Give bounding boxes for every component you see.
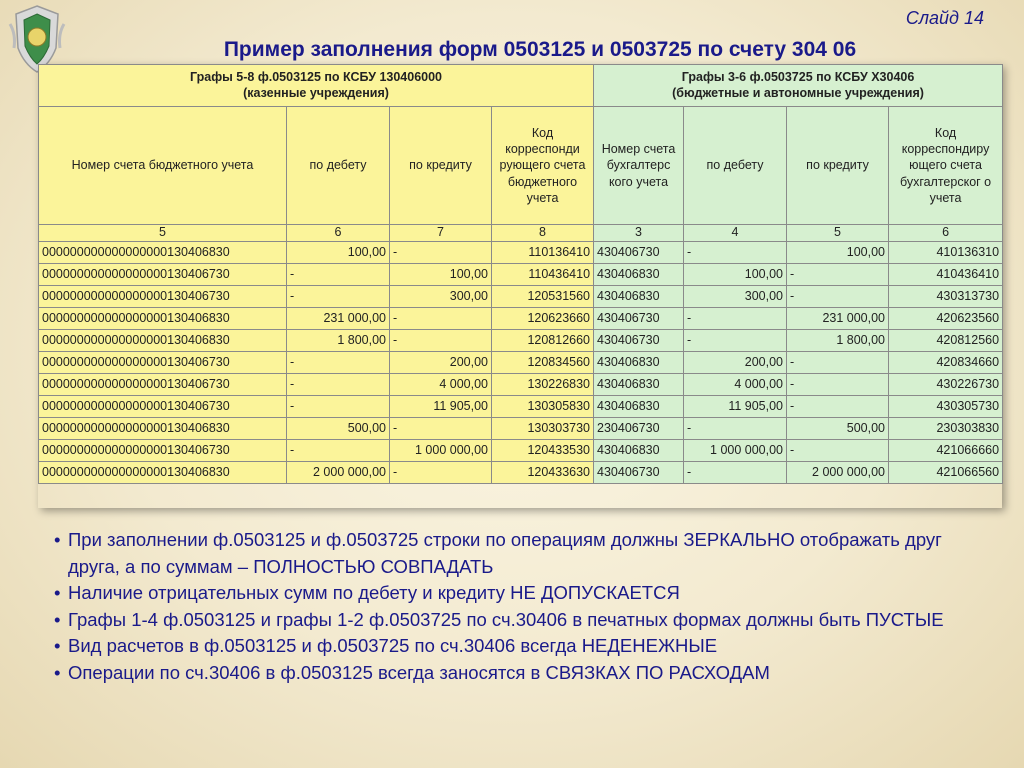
table-cell: - [684,462,787,484]
table-cell: - [787,352,889,374]
col-number: 6 [287,225,390,242]
table-cell: 000000000000000000130406830 [39,462,287,484]
bullet-dot-icon: • [54,635,61,656]
table-cell: 000000000000000000130406730 [39,374,287,396]
table-cell: 410436410 [889,264,1003,286]
table-cell: 000000000000000000130406730 [39,352,287,374]
table-cell: 2 000 000,00 [287,462,390,484]
table-cell: 000000000000000000130406730 [39,286,287,308]
table-cell: 230303830 [889,418,1003,440]
bullet-text: Операции по сч.30406 в ф.0503125 всегда заносятся в СВЯЗКАХ ПО РАСХОДАМ [68,661,770,683]
table-cell: - [787,374,889,396]
table-cell: - [287,440,390,462]
table-cell: 300,00 [684,286,787,308]
table-cell: 4 000,00 [390,374,492,396]
table-cell: 430305730 [889,396,1003,418]
table-cell: 120433630 [492,462,594,484]
table-cell: 430406830 [594,396,684,418]
table-cell: 230406730 [594,418,684,440]
table-row [39,242,1003,264]
table-row [39,264,1003,286]
table-cell: - [287,374,390,396]
table-cell: 200,00 [390,352,492,374]
table-cell: 120531560 [492,286,594,308]
slide-number: Слайд 14 [905,8,984,28]
table-cell: 430406730 [594,462,684,484]
table-cell: 4 000,00 [684,374,787,396]
table-cell: 1 000 000,00 [684,440,787,462]
table-cell: 500,00 [287,418,390,440]
table-cell: - [287,264,390,286]
table-row [39,352,1003,374]
table-cell: 000000000000000000130406830 [39,242,287,264]
col-header-account: Номер счета бюджетного учета [39,107,287,225]
table-cell: - [684,330,787,352]
bullet-dot-icon: • [54,529,61,550]
table-cell: - [684,418,787,440]
col-number: 4 [684,225,787,242]
bullet-item [54,527,994,580]
table-cell: 000000000000000000130406730 [39,440,287,462]
bullet-text: Графы 1-4 ф.0503125 и графы 1-2 ф.0503725 по сч.30406 в печатных формах должны быть ПУСТЫЕ [68,608,944,630]
table-cell: 300,00 [390,286,492,308]
table-cell: 11 905,00 [684,396,787,418]
slide-title: Пример заполнения форм 0503125 и 0503725 по счету 304 06 [223,38,857,61]
table-cell: 1 000 000,00 [390,440,492,462]
table-row [39,286,1003,308]
bullet-list [54,527,994,686]
table-cell: 000000000000000000130406830 [39,418,287,440]
table-row [39,418,1003,440]
table-cell: 130226830 [492,374,594,396]
table-cell: 430406830 [594,264,684,286]
table-cell: 100,00 [684,264,787,286]
bullet-item [54,580,994,607]
table-cell: 100,00 [787,242,889,264]
table-cell: 120834560 [492,352,594,374]
table-cell: 430406730 [594,330,684,352]
col-header-debit: по дебету [287,107,390,225]
table-cell: 420623560 [889,308,1003,330]
table-cell: 430406730 [594,308,684,330]
table-cell: 1 800,00 [787,330,889,352]
table-cell: 100,00 [287,242,390,264]
col-number: 8 [492,225,594,242]
bullet-dot-icon: • [54,582,61,603]
table-cell: 000000000000000000130406730 [39,396,287,418]
table-row [39,374,1003,396]
bullet-item [54,633,994,660]
table-cell: - [287,396,390,418]
right-group-line1: Графы 3-6 ф.0503725 по КСБУ Х30406 [681,69,915,84]
table-cell: - [684,242,787,264]
table-cell: 430406730 [594,242,684,264]
table-cell: 200,00 [684,352,787,374]
table-cell: - [287,352,390,374]
col-number: 7 [390,225,492,242]
table-cell: 1 800,00 [287,330,390,352]
col-header-corr-code: Код корреспонди рующего счета бюджетного учета [492,107,594,225]
table-cell: 110436410 [492,264,594,286]
table-cell: 430313730 [889,286,1003,308]
table-cell: 231 000,00 [787,308,889,330]
table-row [39,308,1003,330]
table-cell: 430406830 [594,440,684,462]
forms-table [38,64,1003,484]
table-cell: 000000000000000000130406730 [39,264,287,286]
left-group-header [39,65,594,107]
table-cell: 100,00 [390,264,492,286]
table-row [39,396,1003,418]
table-cell: 420812560 [889,330,1003,352]
table-cell: 11 905,00 [390,396,492,418]
table-cell: 130303730 [492,418,594,440]
col-header-credit: по кредиту [390,107,492,225]
table-cell: 120433530 [492,440,594,462]
table-row [39,462,1003,484]
col-number: 3 [594,225,684,242]
col-header-account-number: Номер счета бухгалтерс кого учета [594,107,684,225]
left-group-line2: (казенные учреждения) [243,85,389,100]
table-cell: - [287,286,390,308]
bullet-item [54,660,994,687]
bullet-dot-icon: • [54,608,61,630]
table-cell: 430406830 [594,352,684,374]
table-cell: 421066660 [889,440,1003,462]
table-cell: 231 000,00 [287,308,390,330]
table-cell: 420834660 [889,352,1003,374]
table-cell: - [390,242,492,264]
bullet-text: Наличие отрицательных сумм по дебету и кредиту НЕ ДОПУСКАЕТСЯ [68,582,680,603]
table-cell: - [390,330,492,352]
table-cell: 000000000000000000130406830 [39,330,287,352]
table-cell: 430406830 [594,286,684,308]
table-body [39,242,1003,484]
bullet-item [54,607,994,634]
table-cell: - [390,462,492,484]
table-row [39,330,1003,352]
table-cell: - [684,308,787,330]
table-cell: 120812660 [492,330,594,352]
table-cell: 2 000 000,00 [787,462,889,484]
table-cell: - [390,308,492,330]
table-cell: - [787,286,889,308]
col-header-corr-code-2: Код корреспондиру ющего счета бухгалтерског о учета [889,107,1003,225]
col-header-credit-2: по кредиту [787,107,889,225]
table-cell: - [787,396,889,418]
table-cell: 430406830 [594,374,684,396]
table-cell: - [787,440,889,462]
forms-table-container [38,64,1002,508]
col-number: 6 [889,225,1003,242]
table-cell: 120623660 [492,308,594,330]
bullet-text: Вид расчетов в ф.0503125 и ф.0503725 по сч.30406 всегда НЕДЕНЕЖНЫЕ [68,635,718,656]
bullet-text: При заполнении ф.0503125 и ф.0503725 строки по операциям должны ЗЕРКАЛЬНО отображать друг друга, а по суммам – ПОЛНОСТЬЮ СОВПАДАТЬ [68,529,942,577]
right-group-header [594,65,1003,107]
col-number: 5 [39,225,287,242]
table-cell: 500,00 [787,418,889,440]
table-cell: 430226730 [889,374,1003,396]
right-group-line2: (бюджетные и автономные учреждения) [672,85,924,100]
table-cell: 110136410 [492,242,594,264]
table-row [39,440,1003,462]
table-cell: 421066560 [889,462,1003,484]
table-cell: - [787,264,889,286]
table-cell: 000000000000000000130406830 [39,308,287,330]
col-header-debit-2: по дебету [684,107,787,225]
table-cell: 130305830 [492,396,594,418]
table-cell: 410136310 [889,242,1003,264]
bullet-dot-icon: • [54,661,61,683]
table-cell: - [390,418,492,440]
col-number: 5 [787,225,889,242]
left-group-line1: Графы 5-8 ф.0503125 по КСБУ 130406000 [190,69,443,84]
